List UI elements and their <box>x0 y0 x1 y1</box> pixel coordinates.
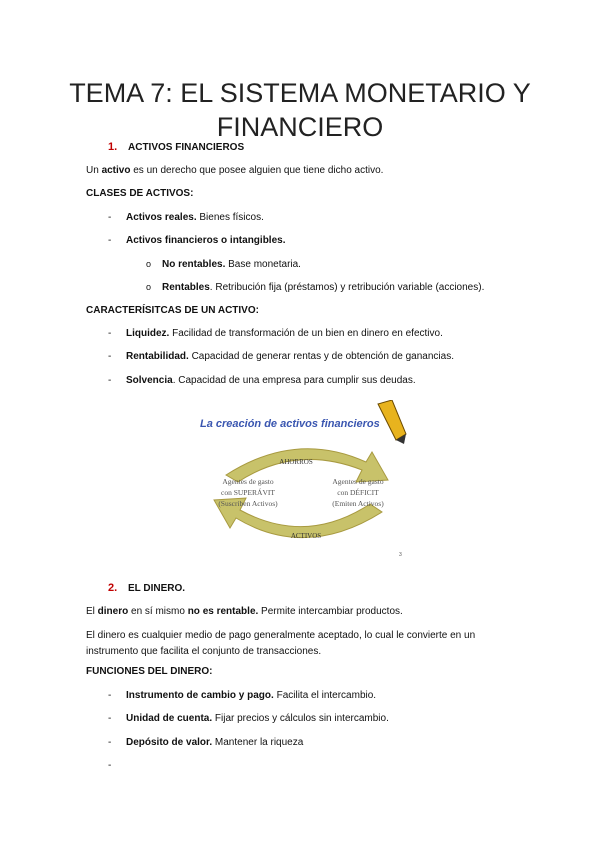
page-title-line2: FINANCIERO <box>216 112 384 142</box>
sub-list: o No rentables. Base monetaria. o Rentables. Retribución fija (préstamos) y retribución variable (acciones). <box>146 259 485 293</box>
dinero-paragraph-2: El dinero es cualquier medio de pago generalmente aceptado, lo cual le convierte en un instrumento que facilita el conjunto de transacciones. <box>86 630 476 657</box>
clases-heading: CLASES DE ACTIVOS: <box>86 188 194 199</box>
cycle-diagram <box>196 400 408 570</box>
deficit-line1: Agentes de gasto <box>332 477 384 486</box>
diagram-title: La creación de activos financieros <box>200 418 380 430</box>
slide-page-number: 3 <box>399 552 402 558</box>
section-1-title: ACTIVOS FINANCIEROS <box>128 142 245 153</box>
superavit-line2: con SUPERÁVIT <box>221 488 275 497</box>
dinero-paragraph-1: El dinero en sí mismo no es rentable. Permite intercambiar productos. <box>86 606 403 617</box>
activos-label: ACTIVOS <box>290 532 322 540</box>
ahorros-label: AHORROS <box>279 458 313 466</box>
section-1-number: 1. <box>108 141 118 153</box>
superavit-line3: (Suscriben Activos) <box>218 499 278 508</box>
superavit-line1: Agentes de gasto <box>222 477 274 486</box>
activos-financieros-diagram <box>196 400 408 570</box>
section-2-title: EL DINERO. <box>128 583 186 594</box>
caracteristicas-heading: CARACTERÍSITCAS DE UN ACTIVO: <box>86 305 259 316</box>
section-2-number: 2. <box>108 582 118 594</box>
caracteristicas-list: - Liquidez. Facilidad de transformación de un bien en dinero en efectivo. - Rentabilidad. Capacidad de generar rentas y de obtención de ganancias. - Solvencia. Capacidad de una empresa para cumplir sus deudas. <box>108 328 454 386</box>
page-title-line1: TEMA 7: EL SISTEMA MONETARIO Y <box>69 78 531 108</box>
deficit-line2: con DÉFICIT <box>337 488 379 497</box>
funciones-list: - Instrumento de cambio y pago. Facilita el intercambio. - Unidad de cuenta. Fijar precios y cálculos sin intercambio. - Depósito de valor. Mantener la riqueza - <box>108 690 389 771</box>
clases-list: - Activos reales. Bienes físicos. - Activos financieros o intangibles. <box>108 212 286 246</box>
deficit-line3: (Emiten Activos) <box>332 499 384 508</box>
activo-definition: Un activo es un derecho que posee alguien que tiene dicho activo. <box>86 165 384 176</box>
pencil-icon <box>378 400 406 444</box>
funciones-heading: FUNCIONES DEL DINERO: <box>86 666 213 677</box>
